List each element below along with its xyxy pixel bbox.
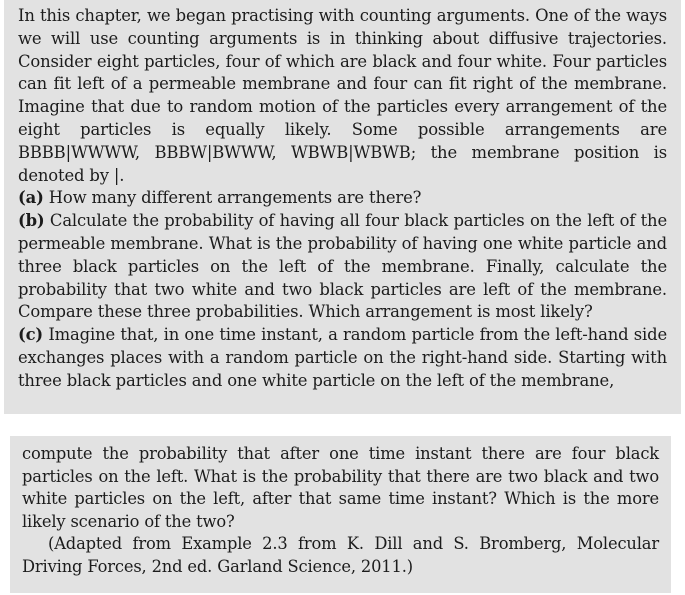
part-c	[18, 324, 667, 392]
part-a-text: How many different arrangements are there?	[48, 188, 422, 208]
intro-paragraph: In this chapter, we began practising with counting arguments. One of the ways we will use counting arguments is in thinking about diffusive trajectories. Consider eight particles, four of which are black and four white. Four particles can fit left of a permeable membrane and four can fit right of the membrane. Imagine that due to random motion of the particles every arrangement of the eight particles is equally likely. Some possible arrangements are BBBB|WWWW, BBBW|BWWW, WBWB|WBWB; the membrane position is denoted by |.	[18, 6, 667, 185]
part-b-text: Calculate the probability of having all four black particles on the left of the permeable membrane. What is the probability of having one white particle and three black particles on the left of the membrane. Finally, calculate the probability that two white and two black particles are left of the membrane. Compare these three probabilities. Which arrangement is most likely?	[18, 211, 667, 322]
problem-text-block-top	[4, 0, 681, 414]
problem-text-block-bottom	[10, 436, 671, 593]
citation: (Adapted from Example 2.3 from K. Dill and S. Bromberg, Molecular Driving Forces, 2nd ed. Garland Science, 2011.)	[22, 534, 659, 576]
part-b	[18, 210, 667, 324]
part-b-label: (b)	[18, 211, 45, 231]
part-c-continuation: compute the probability that after one time instant there are four black particles on the left. What is the probability that there are two black and two white particles on the left, after that same time instant? Which is the more likely scenario of the two?	[22, 444, 659, 531]
part-a-label: (a)	[18, 188, 44, 208]
part-a	[18, 187, 667, 210]
part-c-text: Imagine that, in one time instant, a random particle from the left-hand side exchanges places with a random particle on the right-hand side. Starting with three black particles and one white particle on the left of the membrane,	[18, 325, 667, 390]
part-c-label: (c)	[18, 325, 44, 345]
